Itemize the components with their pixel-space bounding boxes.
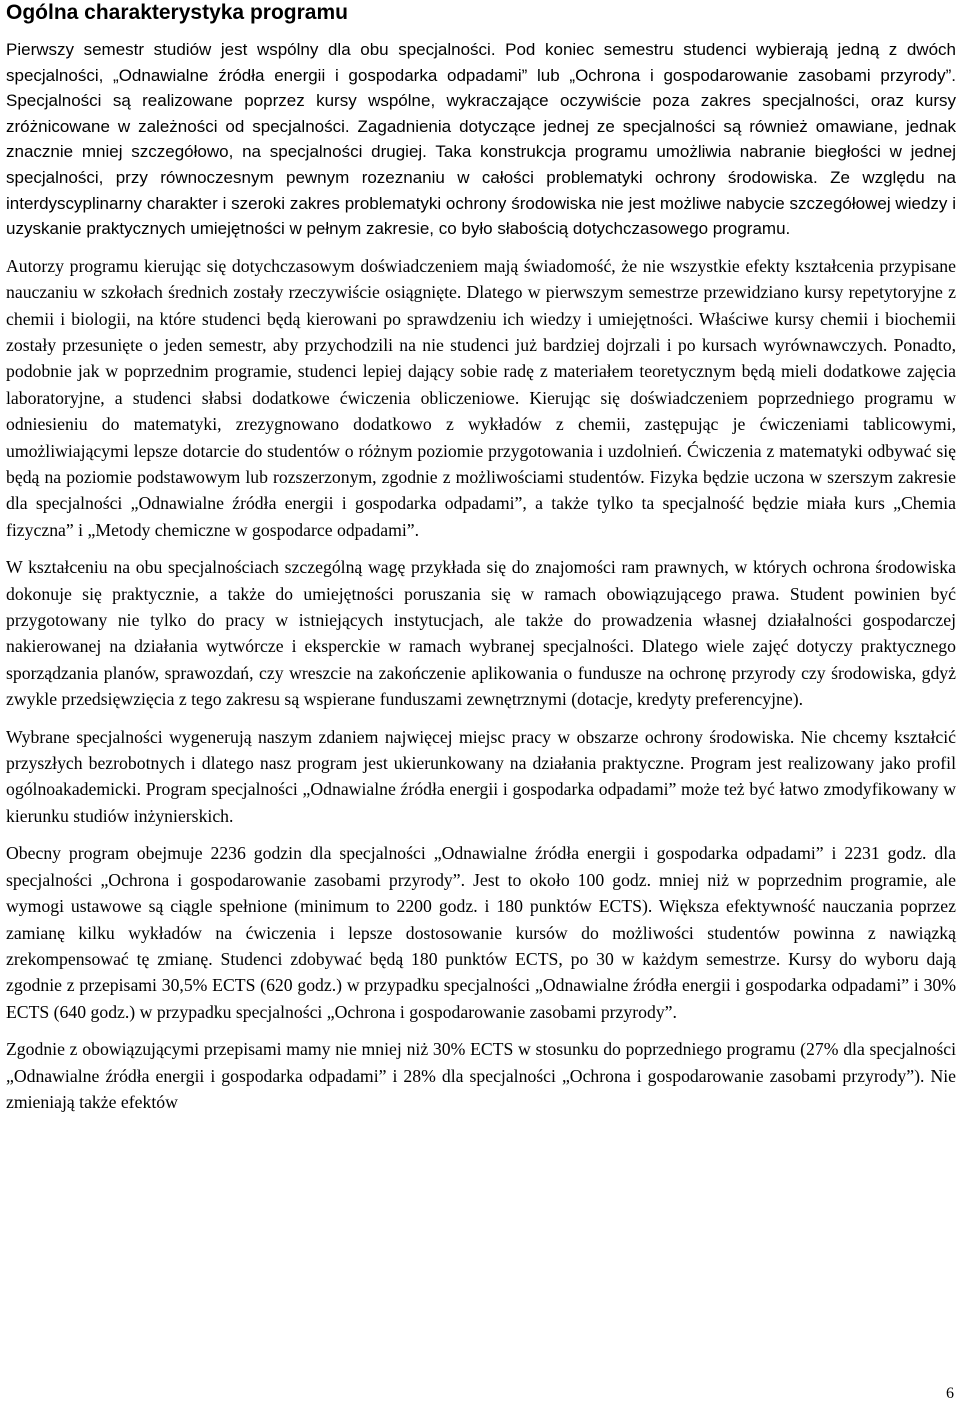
paragraph-job-market: Wybrane specjalności wygenerują naszym zdaniem najwięcej miejsc pracy w obszarze ochrony środowiska. Nie chcemy kształcić przyszłych bezrobotnych i dlatego nasz program jest ukierunkowany na działania praktyczne. Program jest realizowany jako profil ogólnoakademicki. Program specjalności „Odnawialne źródła energii i gospodarka odpadami” może też być łatwo zmodyfikowany w kierunku studiów inżynierskich.	[6, 726, 956, 826]
document-page	[6, 0, 956, 1126]
paragraph-hours-ects: Obecny program obejmuje 2236 godzin dla specjalności „Odnawialne źródła energii i gospodarka odpadami” i 2231 godz. dla specjalności „Ochrona i gospodarowanie zasobami przyrody”. Jest to około 100 godz. mniej niż w poprzednim programie, ale wymogi ustawowe są ciągle spełnione (minimum to 2200 godz. i 180 punktów ECTS). Większa efektywność nauczania poprzez zamianę kilku wykładów na ćwiczenia i lepsze dostosowanie kursów do możliwości studentów powinna z nawiązką zrekompensować tę zmianę. Studenci zdobywać będą 180 punktów ECTS, po 30 w każdym semestrze. Kursy do wyboru dają zgodnie z przepisami 30,5% ECTS (620 godz.) w przypadku specjalności „Odnawialne źródła energii i gospodarka odpadami” i 30% ECTS (640 godz.) w przypadku specjalności „Ochrona i gospodarowanie zasobami przyrody”.	[6, 843, 956, 1022]
page-number: 6	[946, 1385, 954, 1402]
paragraph-program-authors: Autorzy programu kierując się dotychczasowym doświadczeniem mają świadomość, że nie wszystkie efekty kształcenia przypisane nauczaniu w szkołach średnich zostały rzeczywiście osiągnięte. Dlatego w pierwszym semestrze przewidziano kursy repetytoryjne z chemii i biologii, na które studenci będą kierowani po sprawdzeniu ich wiedzy i umiejętności. Właściwe kursy chemii i biochemii zostały przesunięte o jeden semestr, aby przychodzili na nie studenci już bardziej dojrzali i po kursach wyrównawczych. Ponadto, podobnie jak w poprzednim programie, studenci lepiej dający sobie radę z materiałem teoretycznym będą mieli dodatkowe zajęcia laboratoryjne, a studenci słabsi dodatkowe ćwiczenia obliczeniowe. Kierując się doświadczeniem poprzedniego programu w odniesieniu do matematyki, zrezygnowano dodatkowo z wykładów z chemii, zastępując je ćwiczeniami tablicowymi, umożliwiającymi lepsze dotarcie do studentów o różnym poziomie przygotowania i uzdolnień. Ćwiczenia z matematyki odbywać się będą na poziomie podstawowym lub rozszerzonym, zgodnie z możliwościami studentów. Fizyka będzie uczona w szerszym zakresie dla specjalności „Odnawialne źródła energii i gospodarka odpadami”, a także tylko ta specjalność będzie miała kurs „Chemia fizyczna” i „Metody chemiczne w gospodarce odpadami”.	[6, 255, 956, 540]
section-heading: Ogólna charakterystyka programu	[6, 1, 348, 24]
paragraph-legal-framework: W kształceniu na obu specjalnościach szczególną wagę przykłada się do znajomości ram prawnych, w których ochrona środowiska dokonuje się praktycznie, a także do umiejętności poruszania się w ramach obowiązującego prawa. Student powinien być przygotowany nie tylko do pracy w istniejących instytucjach, ale także do prowadzenia własnej działalności gospodarczej nakierowanej na działania wytwórcze i eksperckie w ramach wybranej specjalności. Dlatego wiele zajęć dotyczy praktycznego sporządzania planów, sprawozdań, czy wreszcie na zakończenie aplikowania o fundusze na ochronę przyrody czy środowiska, gdyż zwykle przedsięwzięcia z tego zakresu są wspierane funduszami zewnętrznymi (dotacje, kredyty preferencyjne).	[6, 557, 956, 710]
paragraph-regulations: Zgodnie z obowiązującymi przepisami mamy nie mniej niż 30% ECTS w stosunku do poprzedniego programu (27% dla specjalności „Odnawialne źródła energii i gospodarka odpadami” i 28% dla specjalności „Ochrona i gospodarowanie zasobami przyrody”). Nie zmieniają także efektów	[6, 1039, 956, 1112]
paragraph-specializations: Pierwszy semestr studiów jest wspólny dla obu specjalności. Pod koniec semestru studenci wybierają jedną z dwóch specjalności, „Odnawialne źródła energii i gospodarka odpadami” lub „Ochrona i gospodarowanie zasobami przyrody”. Specjalności są realizowane poprzez kursy wspólne, wykraczające oczywiście poza zakres specjalności, oraz kursy zróżnicowane w zależności od specjalności. Zagadnienia dotyczące jednej ze specjalności są również omawiane, jednak znacznie mniej szczegółowo, na specjalności drugiej. Taka konstrukcja programu umożliwia nabranie biegłości w jednej specjalności, przy równoczesnym pewnym rozeznaniu w całości problematyki ochrony środowiska. Ze względu na interdyscyplinarny charakter i szeroki zakres problematyki ochrony środowiska nie jest możliwe nabycie szczegółowej wiedzy i uzyskanie praktycznych umiejętności w pełnym zakresie, co było słabością dotychczasowego programu.	[6, 40, 956, 239]
